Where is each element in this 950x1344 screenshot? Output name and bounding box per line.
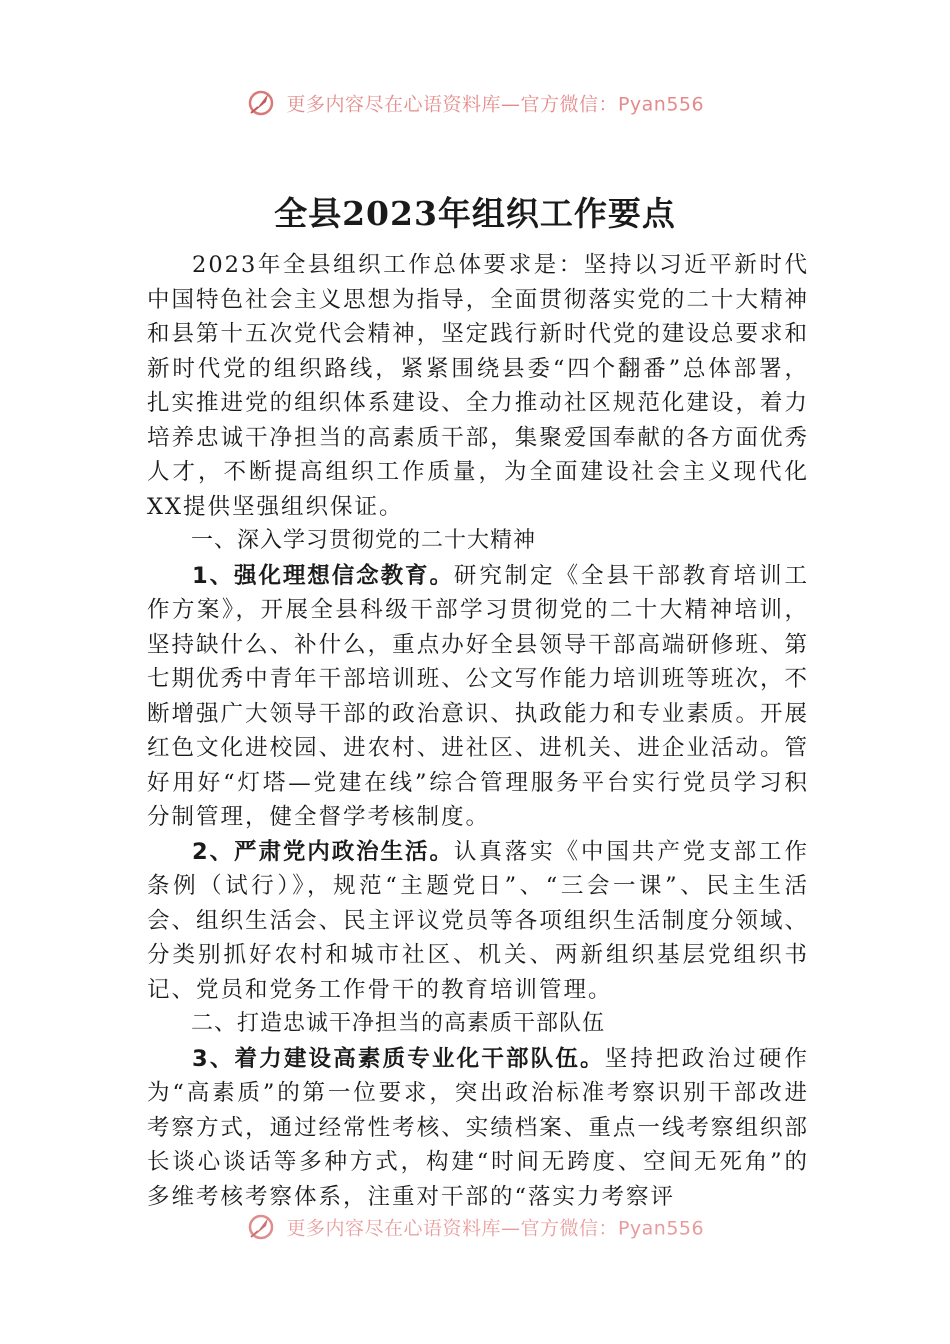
item-paragraph-2: [147, 835, 809, 1008]
header-watermark: [0, 88, 950, 118]
item-paragraph-3: [147, 1042, 809, 1215]
item-text-2: 认真落实《中国共产党支部工作条例（试行）》，规范“主题党日”、“三会一课”、民主生活会、组织生活会、民主评议党员等各项组织生活制度分领域、分类别抓好农村和城市社区、机关、两新组织基层党组织书记、党员和党务工作骨干的教育培训管理。: [147, 838, 809, 1003]
document-body: [147, 248, 809, 1218]
watermark-text: 更多内容尽在心语资料库—官方微信：Pyan556: [286, 1217, 705, 1240]
item-text-1: 研究制定《全县干部教育培训工作方案》，开展全县科级干部学习贯彻党的二十大精神培训，坚持缺什么、补什么，重点办好全县领导干部高端研修班、第七期优秀中青年干部培训班、公文写作能力培训班等班次，不断增强广大领导干部的政治意识、执政能力和专业素质。开展红色文化进校园、进农村、进社区、进机关、进企业活动。管好用好“灯塔—党建在线”综合管理服务平台实行党员学习积分制管理，健全督学考核制度。: [147, 562, 809, 830]
quill-logo-icon: [246, 88, 276, 118]
section-heading-1: 一、深入学习贯彻党的二十大精神: [191, 528, 537, 553]
document-title: 全县2023年组织工作要点: [274, 194, 676, 233]
item-paragraph-1: [147, 559, 809, 835]
watermark-text: 更多内容尽在心语资料库—官方微信：Pyan556: [286, 93, 705, 116]
quill-logo-icon: [246, 1212, 276, 1242]
footer-watermark: [0, 1212, 950, 1242]
intro-paragraph: 2023年全县组织工作总体要求是：坚持以习近平新时代中国特色社会主义思想为指导，全面贯彻落实党的二十大精神和县第十五次党代会精神，坚定践行新时代党的建设总要求和新时代党的组织路线，紧紧围绕县委“四个翻番”总体部署，扎实推进党的组织体系建设、全力推动社区规范化建设，着力培养忠诚干净担当的高素质干部，集聚爱国奉献的各方面优秀人才，不断提高组织工作质量，为全面建设社会主义现代化XX提供坚强组织保证。: [147, 252, 809, 520]
item-lead-3: 3、着力建设高素质专业化干部队伍。: [192, 1045, 605, 1072]
item-text-3: 坚持把政治过硬作为“高素质”的第一位要求，突出政治标准考察识别干部改进考察方式，通过经常性考核、实绩档案、重点一线考察组织部长谈心谈话等多种方式，构建“时间无跨度、空间无死角”的多维考核考察体系，注重对干部的“落实力考察评: [147, 1045, 809, 1210]
item-lead-1: 1、强化理想信念教育。: [192, 562, 454, 589]
item-lead-2: 2、严肃党内政治生活。: [192, 838, 454, 865]
section-heading-2: 二、打造忠诚干净担当的高素质干部队伍: [191, 1011, 606, 1036]
